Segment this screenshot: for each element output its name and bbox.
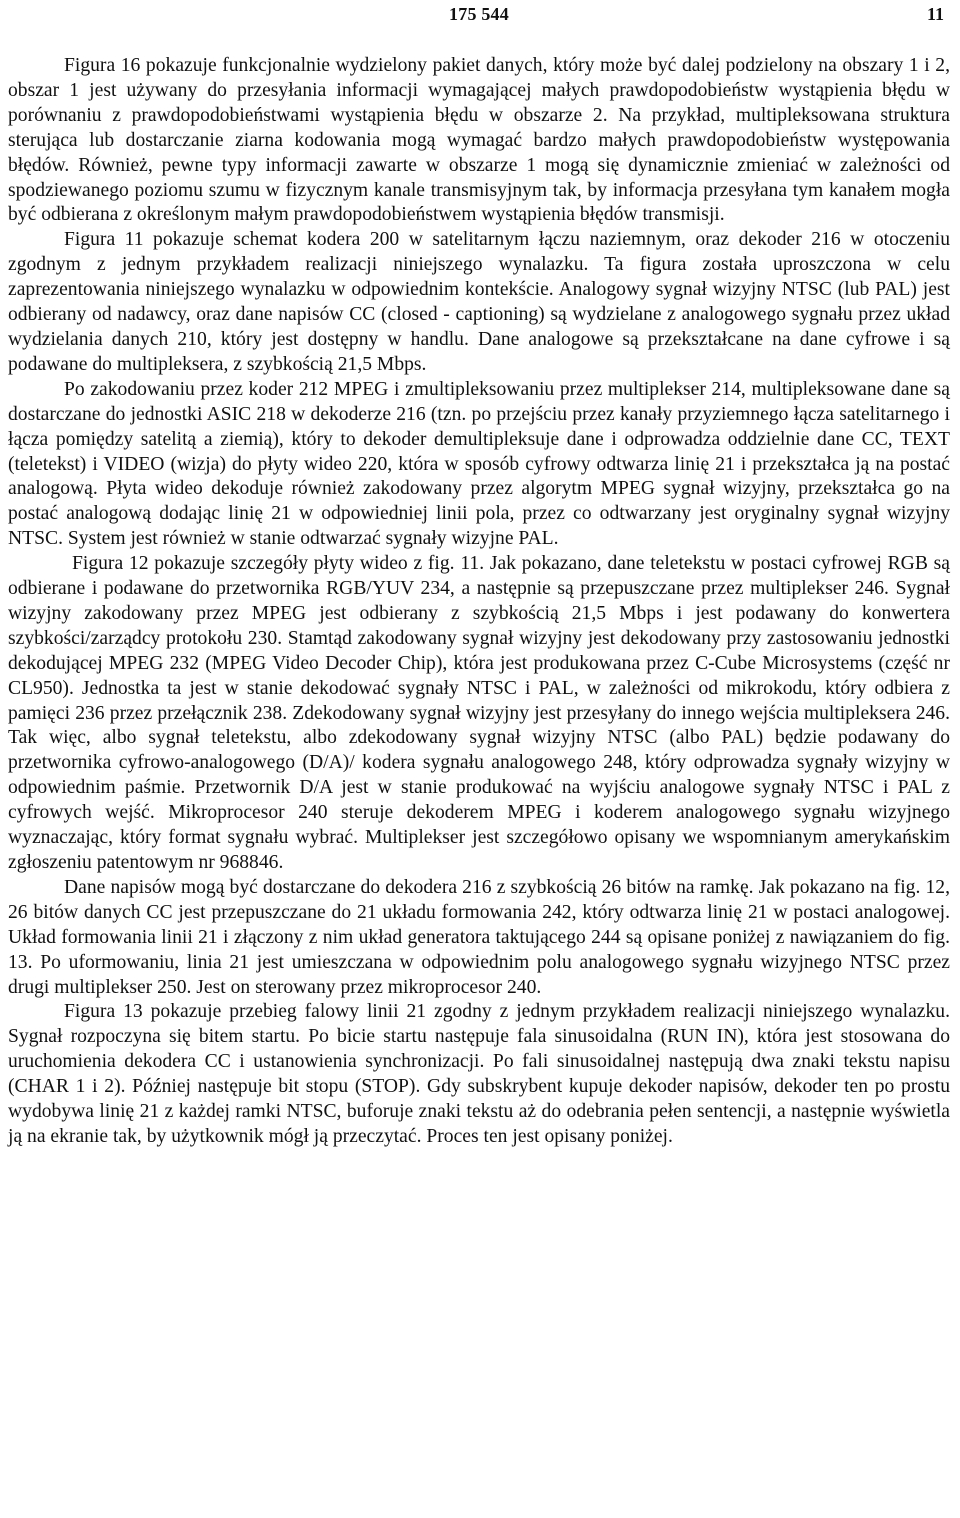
paragraph-caption-data: Dane napisów mogą być dostarczane do dekodera 216 z szybkością 26 bitów na ramkę. Jak pokazano na fig. 12, 26 bitów danych CC jest przepuszczane do 21 układu formowania 242, który odtwarza linię 21 w postaci analogowej. Układ formowania linii 21 i złączony z nim układ generatora taktującego 244 są opisane poniżej z nawiązaniem do fig. 13. Po uformowaniu, linia 21 jest umieszczana w odpowiednim polu analogowego sygnału wizyjnego NTSC przez drugi multiplekser 250. Jest on sterowany przez mikroprocesor 240. xyxy=(8,876,950,998)
paragraph-figure-16: Figura 16 pokazuje funkcjonalnie wydzielony pakiet danych, który może być dalej podzielony na obszary 1 i 2, obszar 1 jest używany do przesyłania informacji wymagającej małych prawdopodobieństw wystąpienia błędu w porównaniu z prawdopodobieństwami wystąpienia błędu w obszarze 2. Na przykład, multipleksowana struktura sterująca lub dostarczanie ziarna kodowania mogą wymagać bardzo małych prawdopodobieństw występowania błędów. Również, pewne typy informacji zawarte w obszarze 1 mogą się dynamicznie zmieniać w zależności od spodziewanego poziomu szumu w fizycznym kanale transmisyjnym tak, by informacja przesyłana tym kanałem mogła być odbierana z określonym małym prawdopodobieństwem wystąpienia błędów transmisji. xyxy=(8,55,950,226)
paragraph-mpeg-coding: Po zakodowaniu przez koder 212 MPEG i zmultipleksowaniu przez multiplekser 214, multipleksowane dane są dostarczane do jednostki ASIC 218 w dekoderze 216 (tzn. po przejściu przez kanały przyziemnego łącza satelitarnego i łącza pomiędzy satelitą a ziemią), który to dekoder demultipleksuje dane i odprowadza oddzielnie dane CC, TEXT (teletekst) i VIDEO (wizja) do płyty wideo 220, która w sposób cyfrowy odtwarza linię 21 i przekształca ją na postać analogową. Płyta wideo dekoduje również zakodowany przez algorytm MPEG sygnał wizyjny, przekształca go na postać analogową dodając linię 21 w odpowiedniej linii pola, przez co odtwarzany jest oryginalny sygnał wizyjny NTSC. System jest również w stanie odtwarzać sygnały wizyjne PAL. xyxy=(8,378,950,550)
paragraph-figure-12: Figura 12 pokazuje szczegóły płyty wideo z fig. 11. Jak pokazano, dane teletekstu w postaci cyfrowej RGB są odbierane i podawane do przetwornika RGB/YUV 234, a następnie są przepuszczane przez multiplekser 246. Sygnał wizyjny zakodowany przez MPEG jest odbierany z szybkością 21,5 Mbps i jest podawany do konwertera szybkości/zarządcy protokołu 230. Stamtąd zakodowany sygnał wizyjny jest dekodowany przy zastosowaniu jednostki dekodującej MPEG 232 (MPEG Video Decoder Chip), która jest produkowana przez C-Cube Microsystems (część nr CL950). Jednostka ta jest w stanie dekodować sygnały NTSC i PAL, w zależności od mikrokodu, który odbiera z pamięci 236 przez przełącznik 238. Zdekodowany sygnał wizyjny jest przesyłany do innego wejścia multipleksera 246. Tak więc, albo sygnał teletekstu, albo zdekodowany sygnał wizyjny NTSC (albo PAL) będzie podawany do przetwornika cyfrowo-analogowego (D/A)/ kodera sygnału analogowego 248, który odprowadza sygnały wizyjny w odpowiednim paśmie. Przetwornik D/A jest w stanie produkować na wyjściu analogowe sygnały NTSC i PAL z cyfrowych wejść. Mikroprocesor 240 steruje dekoderem MPEG i koderem analogowego sygnału wizyjnego wyznaczając, który format sygnału wybrać. Multiplekser jest szczegółowo opisany we wspomnianym amerykańskim zgłoszeniu patentowym nr 968846. xyxy=(8,553,950,873)
body-text xyxy=(8,54,950,1150)
paragraph-figure-13: Figura 13 pokazuje przebieg falowy linii 21 zgodny z jednym przykładem realizacji niniejszego wynalazku. Sygnał rozpoczyna się bitem startu. Po bicie startu następuje fala sinusoidalna (RUN IN), która jest stosowana do uruchomienia dekodera CC i ustanowienia synchronizacji. Po fali sinusoidalnej następują dwa znaki tekstu napisu (CHAR 1 i 2). Później następuje bit stopu (STOP). Gdy subskrybent kupuje dekoder napisów, dekoder ten po prostu wydobywa linię 21 z każdej ramki NTSC, buforuje znaki tekstu aż do odebrania pełen sentencji, a następnie wyświetla ją na ekranie tak, by użytkownik mógł ją przeczytać. Proces ten jest opisany poniżej. xyxy=(8,1001,950,1147)
patent-number: 175 544 xyxy=(449,4,509,24)
page-number: 11 xyxy=(926,4,944,24)
paragraph-figure-11: Figura 11 pokazuje schemat kodera 200 w satelitarnym łączu naziemnym, oraz dekoder 216 w otoczeniu zgodnym z jednym przykładem realizacji niniejszego wynalazku. Ta figura została uproszczona w celu zaprezentowania niniejszego wynalazku w odpowiednim kontekście. Analogowy sygnał wizyjny NTSC (lub PAL) jest odbierany od nadawcy, oraz dane napisów CC (closed - captioning) są wydzielane z analogowego sygnału przez układ wydzielania danych 210, który jest dostępny w handlu. Dane analogowe są przekształcane na dane cyfrowe i są podawane do multipleksera, z szybkością 21,5 Mbps. xyxy=(8,229,950,375)
page-header xyxy=(8,0,950,30)
